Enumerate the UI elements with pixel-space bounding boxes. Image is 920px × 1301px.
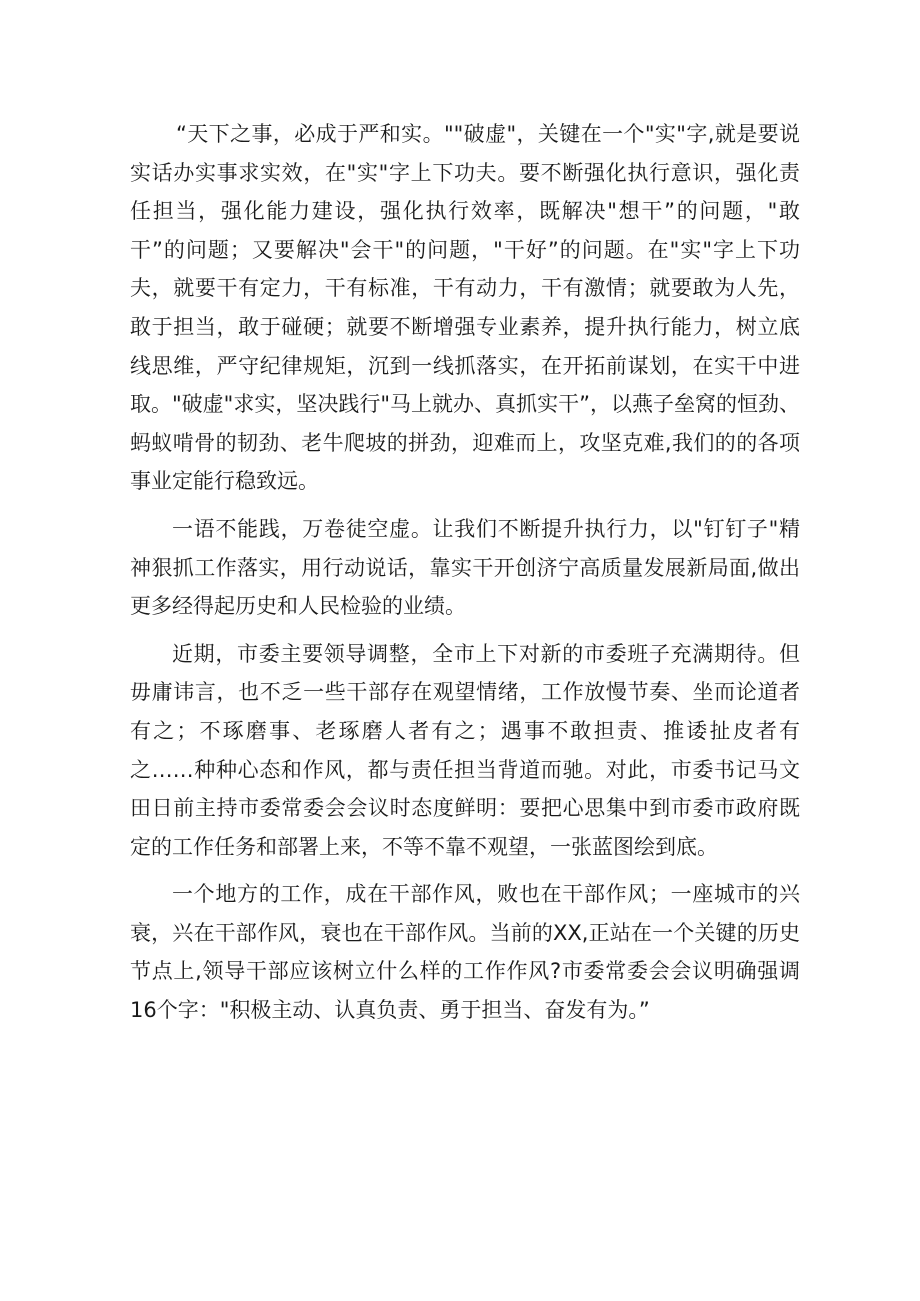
document-body	[130, 115, 800, 1039]
paragraph-1: “天下之事，必成于严和实。""破虚"，关键在一个"实"字,就是要说实话办实事求实效，在"实"字上下功夫。要不断强化执行意识，强化责任担当，强化能力建设，强化执行效率，既解决"想干”的问题，"敢干”的问题；又要解决"会干"的问题，"干好”的问题。在"实"字上下功夫，就要干有定力，干有标准，干有动力，干有激情；就要敢为人先，敢于担当，敢于碰硬；就要不断增强专业素养，提升执行能力，树立底线思维，严守纪律规矩，沉到一线抓落实，在开拓前谋划，在实干中进取。"破虚"求实，坚决践行"马上就办、真抓实干”，以燕子垒窝的恒劲、蚂蚁啃骨的韧劲、老牛爬坡的拼劲，迎难而上，攻坚克难,我们的的各项事业定能行稳致远。	[130, 122, 800, 494]
paragraph-2: 一语不能践，万卷徒空虚。让我们不断提升执行力，以"钉钉子"精神狠抓工作落实，用行动说话，靠实干开创济宁高质量发展新局面,做出更多经得起历史和人民检验的业绩。	[130, 516, 800, 619]
paragraph-4: 一个地方的工作，成在干部作风，败也在干部作风；一座城市的兴衰，兴在干部作风，衰也在干部作风。当前的XX,正站在一个关键的历史节点上,领导干部应该树立什么样的工作作风?市委常委会会议明确强调16个字："积极主动、认真负责、勇于担当、奋发有为。”	[130, 882, 800, 1023]
paragraph-3: 近期，市委主要领导调整，全市上下对新的市委班子充满期待。但毋庸讳言，也不乏一些干部存在观望情绪，工作放慢节奏、坐而论道者有之；不琢磨事、老琢磨人者有之；遇事不敢担责、推诿扯皮者有之……种种心态和作风，都与责任担当背道而驰。对此，市委书记马文田日前主持市委常委会会议时态度鲜明：要把心思集中到市委市政府既定的工作任务和部署上来，不等不靠不观望，一张蓝图绘到底。	[130, 641, 800, 859]
